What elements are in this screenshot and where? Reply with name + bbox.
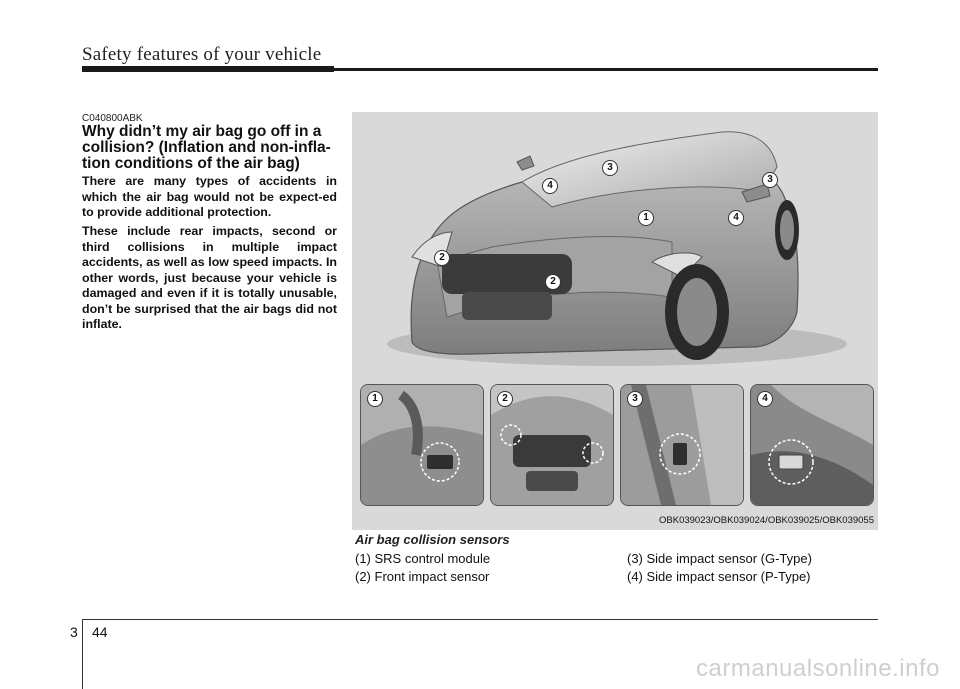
caption-title: Air bag collision sensors [355,532,510,547]
paragraph-2: These include rear impacts, second or third collisions in multiple impact accidents, as well as low speed impacts. In other words, just because your vehicle is damaged and even if it is totally unusable, don’t be surprised that the air bags did not inflate. [82,224,337,331]
paragraph-1: There are many types of accidents in which the air bag would not be expect-ed to provide additional protection. [82,174,337,219]
inset-number-1: 1 [367,391,383,407]
section-code: C040800ABK [82,113,143,124]
inset-srs-control-module [360,384,484,506]
car-illustration [352,112,878,382]
car-marker-3-roof: 3 [602,160,618,176]
section-heading: Why didn’t my air bag go off in a collision? (Inflation and non-infla-tion conditions of the air bag) [82,123,331,172]
caption-item-3: (3) Side impact sensor (G-Type) [627,551,812,566]
watermark-text: carmanualsonline.info [696,655,940,682]
car-marker-2-left: 2 [434,250,450,266]
inset-side-impact-sensor-p-type [750,384,874,506]
inset-number-2: 2 [497,391,513,407]
caption-item-2: (2) Front impact sensor [355,569,490,584]
car-marker-1-center: 1 [638,210,654,226]
header-rule-accent [82,66,334,72]
inset-front-impact-sensor [490,384,614,506]
inset-number-3: 3 [627,391,643,407]
caption-item-4: (4) Side impact sensor (P-Type) [627,569,811,584]
page-number: 44 [92,624,108,640]
figure-reference-codes: OBK039023/OBK039024/OBK039025/OBK039055 [659,515,874,526]
footer-divider [82,619,83,689]
inset-number-4: 4 [757,391,773,407]
inset-side-impact-sensor-g-type [620,384,744,506]
footer-rule [82,619,878,620]
car-marker-4-door: 4 [728,210,744,226]
car-marker-3-side: 3 [762,172,778,188]
page-header-title: Safety features of your vehicle [82,44,322,65]
caption-item-1: (1) SRS control module [355,551,491,566]
chapter-number: 3 [70,624,78,640]
car-marker-2-right: 2 [545,274,561,290]
car-marker-4-hood: 4 [542,178,558,194]
sensor-figure [352,112,878,530]
